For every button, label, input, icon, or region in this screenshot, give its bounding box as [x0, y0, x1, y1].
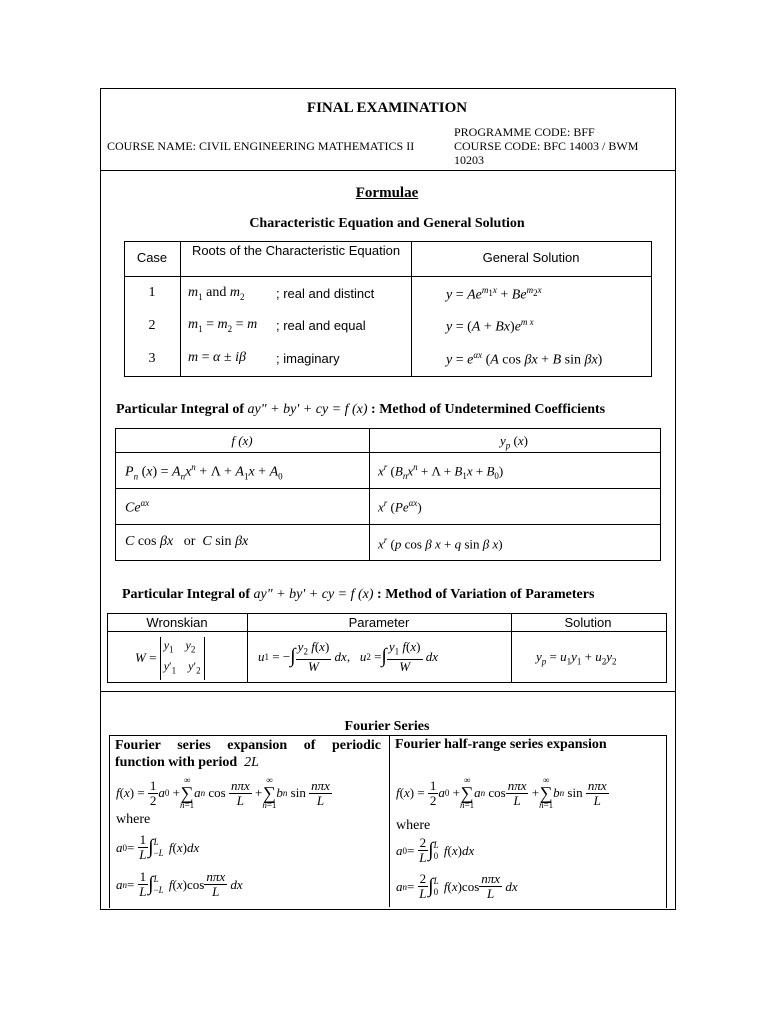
fourier-right-heading: Fourier half-range series expansion — [395, 737, 607, 752]
general-solution: $y = Ae^{m_1x} + Be^{m_2x}$ — [446, 285, 542, 303]
where-label: where — [396, 818, 431, 833]
half-range-a0-formula: a 0 = $\frac{2}{L}$ ∫ L 0 f ( x ) dx — [396, 835, 475, 865]
half-range-formula: f ( x ) = $\frac{1}{2}$ a 0 + ∞ ∑ n=1 a n cos $\frac{\text{nπx}}{L}$ + ∞ ∑ n=1 b n sin $\frac{\text{nπx}}{L}$ — [396, 775, 607, 810]
variation-heading: Particular Integral of ay" + by' + cy = f (x) : Method of Variation of Parameters — [122, 587, 595, 602]
col-parameter-header: Parameter — [348, 615, 410, 630]
roots-equation: $m_1$ and $m_2$ — [188, 285, 245, 302]
parameter-formula: u 1 = − ∫ $\frac{y_2 f(x)}{W}$ dx , u 2 = ∫ $\frac{y_1 f(x)}{W}$ dx — [258, 639, 439, 674]
col-case-header: Case — [136, 250, 168, 265]
case-number: 3 — [148, 351, 156, 366]
characteristic-heading: Characteristic Equation and General Solution — [249, 216, 525, 231]
yp-exponential: $x^r$ $(Pe^{\alpha x})$ — [378, 498, 422, 515]
undetermined-heading: Particular Integral of ay" + by' + cy = f (x) : Method of Undetermined Coefficients — [116, 402, 606, 417]
col-roots-header: Roots of the Characteristic Equation — [191, 243, 401, 258]
programme-code: PROGRAMME CODE: BFF — [454, 125, 595, 139]
course-code: COURSE CODE: BFC 14003 / BWM 10203 — [454, 139, 639, 167]
f-exponential: $Ce^{\alpha x}$ — [125, 498, 150, 516]
header-divider — [100, 170, 675, 171]
variation-solution: $y_p = u_1y_1 + u_2y_2$ — [536, 649, 617, 667]
f-trig: C cos βx or C sin βx — [125, 534, 249, 549]
col-wronskian-header: Wronskian — [146, 615, 208, 630]
where-label: where — [116, 812, 151, 827]
roots-equation: m = α ± iβ — [188, 350, 246, 365]
col-divider — [389, 735, 390, 907]
fourier-heading: Fourier Series — [344, 719, 430, 734]
col-solution-header: Solution — [564, 615, 612, 630]
general-solution: $y = e^{\alpha x}$ (A cos βx + B sin βx) — [446, 350, 603, 368]
exam-title: FINAL EXAMINATION — [306, 100, 468, 116]
half-range-an-formula: a n = $\frac{2}{L}$ ∫ L 0 f ( x )cos $\frac{\text{nπx}}{L}$ dx — [396, 871, 518, 901]
col-solution-header: General Solution — [482, 250, 580, 265]
roots-note: ; real and distinct — [276, 286, 375, 301]
row-rule — [115, 524, 660, 525]
row-rule — [107, 631, 666, 632]
col-f-header: f (x) — [231, 433, 253, 448]
general-solution: $y = (A + Bx)e^{m x}$ — [446, 317, 534, 335]
an-formula: a n = $\frac{1}{L}$ ∫ L −L f ( x )cos $\frac{\text{nπx}}{L}$ dx — [116, 869, 243, 899]
wronskian-formula: W = $y_1$ $y_2$ $y'_1$ $y'_2$ — [135, 637, 205, 680]
section-divider — [100, 691, 675, 692]
roots-note: ; real and equal — [276, 318, 366, 333]
yp-trig: $x^r$ (p cos β x + q sin β x) — [378, 535, 503, 552]
case-number: 1 — [148, 285, 156, 300]
a0-formula: a 0 = $\frac{1}{L}$ ∫ L −L f ( x ) dx — [116, 832, 200, 862]
f-polynomial: $P_n$ $(x) = A_nx^n + \Lambda + A_1x + A_0$ — [125, 462, 283, 482]
row-rule — [115, 488, 660, 489]
fourier-series-formula: f ( x ) = $\frac{1}{2}$ a 0 + ∞ ∑ n=1 a n cos $\frac{\text{nπx}}{L}$ + ∞ ∑ n=1 b n sin $\frac{\text{nπx}}{L}$ — [116, 775, 330, 810]
course-name: COURSE NAME: CIVIL ENGINEERING MATHEMATICS II — [107, 139, 415, 153]
fourier-left-heading: Fourier series expansion of periodic function with period 2L — [115, 738, 381, 770]
roots-note: ; imaginary — [276, 351, 340, 366]
row-rule — [115, 452, 660, 453]
characteristic-header-rule — [124, 276, 651, 277]
yp-polynomial: $x^r$ $(B_nx^n + \Lambda + B_1x + B_0)$ — [378, 462, 504, 481]
formulae-heading: Formulae — [355, 185, 419, 201]
col-divider — [180, 241, 181, 376]
roots-equation: $m_1 = m_2 = m$ — [188, 317, 258, 334]
case-number: 2 — [148, 318, 156, 333]
col-yp-header: $y_p$ (x) — [500, 433, 528, 451]
